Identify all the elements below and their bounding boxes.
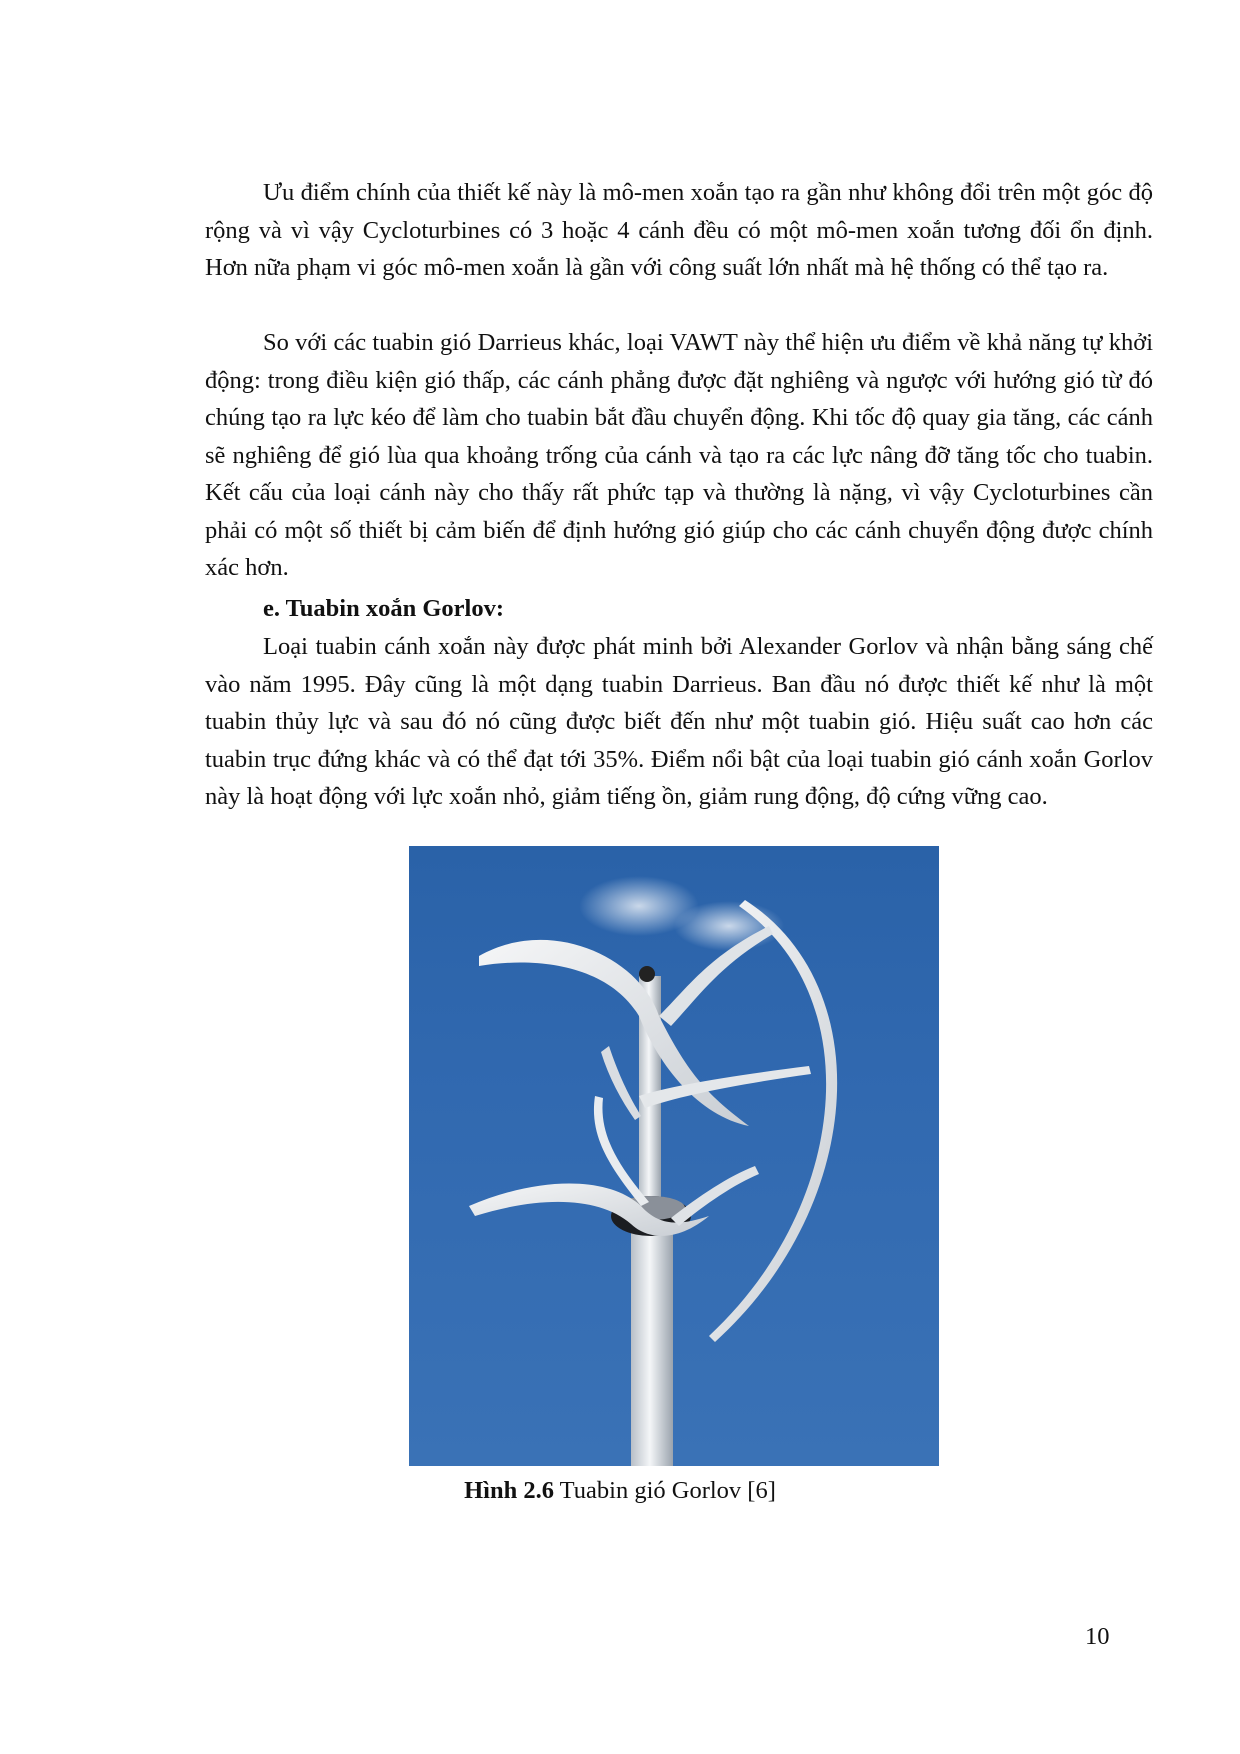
page-number: 10 [1085,1623,1110,1650]
paragraph-self-start: So với các tuabin gió Darrieus khác, loại VAWT này thể hiện ưu điểm về khả năng tự khởi động: trong điều kiện gió thấp, các cánh phẳng được đặt nghiêng và ngược với hướng gió từ đó chúng tạo ra lực kéo để làm cho tuabin bắt đầu chuyển động. Khi tốc độ quay gia tăng, các cánh sẽ nghiêng để gió lùa qua khoảng trống của cánh và tạo ra các lực nâng đỡ tăng tốc cho tuabin. Kết cấu của loại cánh này cho thấy rất phức tạp và thường là nặng, vì vậy Cycloturbines cần phải có một số thiết bị cảm biến để định hướng gió giúp cho các cánh chuyển động được chính xác hơn. [205,329,1153,581]
turbine-arm [601,1046,641,1120]
gorlov-turbine-photo [409,846,939,1466]
paragraph-gorlov: Loại tuabin cánh xoắn này được phát minh bởi Alexander Gorlov và nhận bằng sáng chế vào năm 1995. Đây cũng là một dạng tuabin Darrieus. Ban đầu nó được thiết kế như là một tuabin thủy lực và sau đó nó cũng được biết đến như một tuabin gió. Hiệu suất cao hơn các tuabin trục đứng khác và có thể đạt tới 35%. Điểm nổi bật của loại tuabin gió cánh xoắn Gorlov này là hoạt động với lực xoắn nhỏ, giảm tiếng ồn, giảm rung động, độ cứng vững cao. [205,633,1153,810]
turbine-blade [709,900,837,1342]
turbine-pole [631,1206,673,1466]
turbine-arm [671,1166,759,1226]
figure-caption-text: Tuabin gió Gorlov [6] [559,1477,776,1504]
section-heading: e. Tuabin xoắn Gorlov: [263,595,504,622]
figure-label: Hình 2.6 [464,1477,554,1504]
figure-caption [0,1474,1240,1508]
paragraph-advantages: Ưu điểm chính của thiết kế này là mô-men xoắn tạo ra gần như không đổi trên một góc độ rộng và vì vậy Cycloturbines có 3 hoặc 4 cánh đều có một mô-men xoắn tương đối ổn định. Hơn nữa phạm vi góc mô-men xoắn là gần với công suất lớn nhất mà hệ thống có thể tạo ra. [205,179,1153,281]
turbine-arm [639,1066,811,1108]
turbine-illustration [409,846,939,1466]
top-cap [639,966,655,982]
